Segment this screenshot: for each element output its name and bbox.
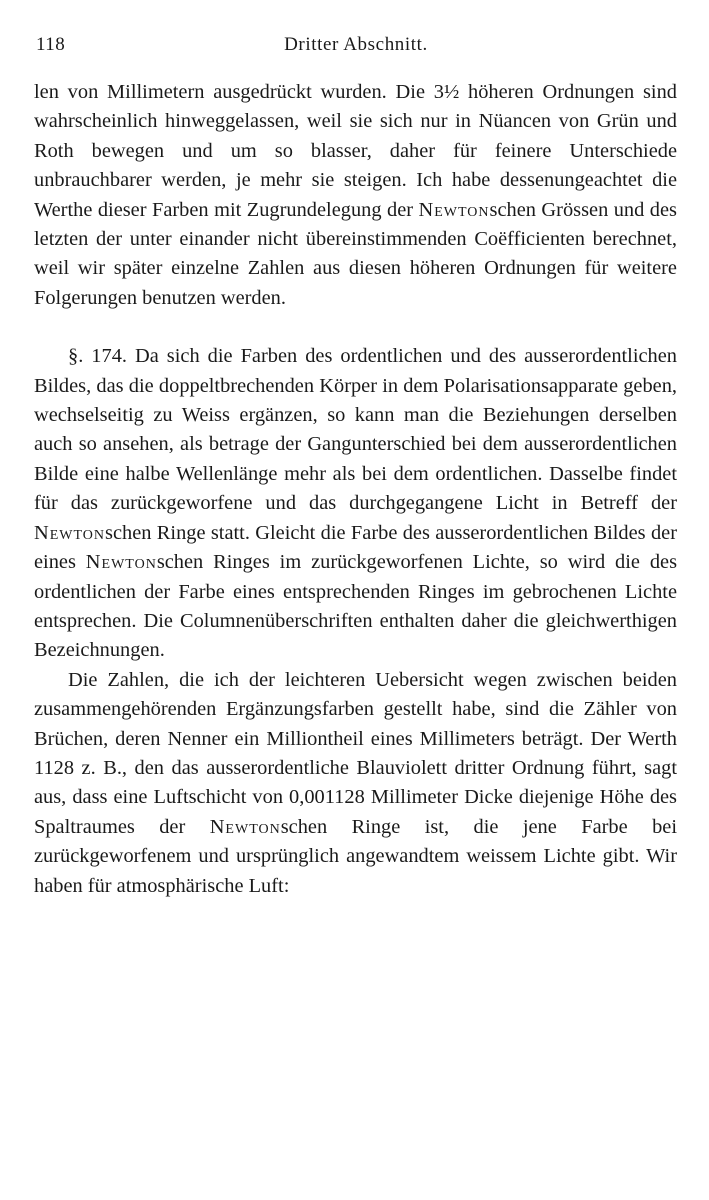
text-span: §. 174. Da sich die Farben des ordentlichen und des ausserordentlichen Bildes, das die doppeltbrechenden Körper in dem Polarisationsapparate geben, wechselseitig zu Weiss ergänzen, so kann man die Beziehungen derselben auch so ansehen, als betrage der Gangunterschied bei dem ausserordentlichen Bilde eine halbe Wellenlänge mehr als bei dem ordentlichen. Dasselbe findet für das zurückgeworfene und das durchgegangene Licht in Betreff der	[34, 345, 677, 515]
page-header	[36, 34, 676, 60]
name-newton: Newton	[209, 815, 281, 838]
page-number: 118	[36, 34, 66, 55]
text-span: schen Ringe ist, die jene Farbe bei zurückgeworfenem und ursprünglich angewandtem weissem Lichte gibt. Wir haben für atmosphärische Luft:	[34, 815, 678, 897]
name-newton: Newton	[34, 521, 106, 544]
paragraph-1	[34, 78, 677, 313]
text-span: len von Millimetern ausgedrückt wurden. Die 3½ höheren Ordnungen sind wahrscheinlich hinweggelassen, weil sie sich nur in Nüancen von Grün und Roth bewegen und um so blasser, daher für feinere Unterschiede unbrauchbarer werden, je mehr sie steigen. Ich habe dessenungeachtet die Werthe dieser Farben mit Zugrundelegung der	[34, 81, 677, 221]
text-span: schen Ringe statt. Gleicht die Farbe des ausserordentlichen Bildes der eines	[34, 521, 677, 574]
name-newton: Newton	[418, 198, 490, 221]
paragraph-2	[34, 342, 677, 665]
body-text	[34, 78, 677, 901]
name-newton: Newton	[85, 551, 157, 574]
text-span: schen Grössen und des letzten der unter einander nicht übereinstimmenden Coëfficienten berechnet, weil wir später einzelne Zahlen aus diesen höheren Ordnungen für weitere Folgerungen benutzen werden.	[34, 198, 677, 309]
text-span: schen Ringes im zurückgeworfenen Lichte, so wird die des ordentlichen der Farbe eines entsprechenden Ringes im gebrochenen Lichte entsprechen. Die Columnenüberschriften enthalten daher die gleichwerthigen Bezeichnungen.	[34, 551, 678, 662]
text-span: Die Zahlen, die ich der leichteren Uebersicht wegen zwischen beiden zusammengehörenden Ergänzungsfarben gestellt habe, sind die Zähler von Brüchen, deren Nenner ein Milliontheil eines Millimeters beträgt. Der Werth 1128 z. B., den das ausserordentliche Blauviolett dritter Ordnung führt, sagt aus, dass eine Luftschicht von 0,001128 Millimeter Dicke diejenige Höhe des Spaltraumes der	[34, 668, 677, 838]
running-head: Dritter Abschnitt.	[284, 34, 428, 55]
paragraph-3	[34, 666, 677, 901]
